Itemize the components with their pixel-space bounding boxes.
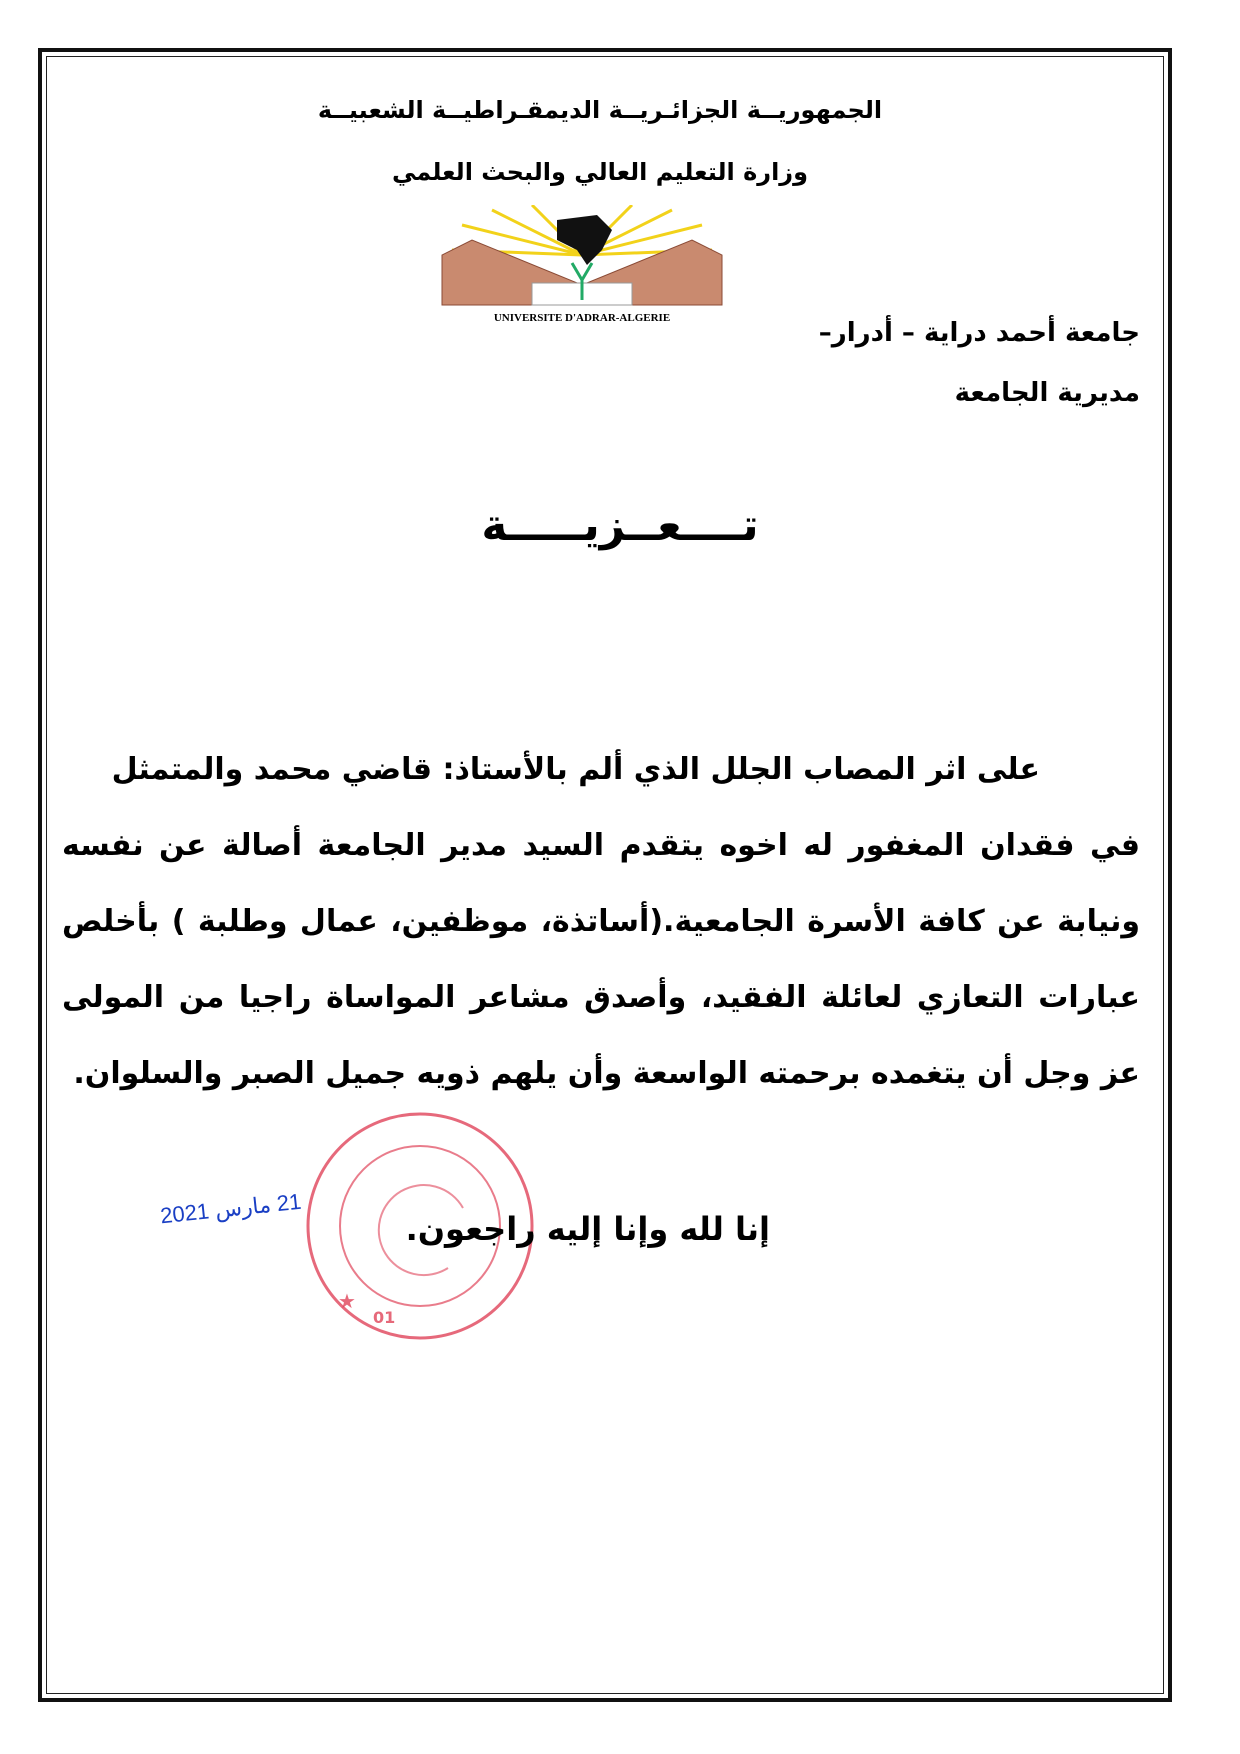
svg-text:01: 01	[373, 1308, 396, 1327]
body-line: عبارات التعازي لعائلة الفقيد، وأصدق مشاعر المواساة راجيا من المولى	[62, 980, 1140, 1015]
body-line: في فقدان المغفور له اخوه يتقدم السيد مدير الجامعة أصالة عن نفسه	[62, 828, 1140, 863]
date-stamp: 21 مارس 2021	[159, 1188, 303, 1229]
svg-text:★: ★	[338, 1289, 356, 1313]
closing-phrase: إنا لله وإنا إليه راجعون.	[405, 1210, 770, 1248]
country-heading: الجمهوريــة الجزائـريــة الديمقـراطيــة الشعبيــة	[317, 96, 883, 124]
ministry-heading: وزارة التعليم العالي والبحث العلمي	[391, 158, 809, 186]
body-line: ونيابة عن كافة الأسرة الجامعية.(أساتذة، موظفين، عمال وطلبة ) بأخلص	[62, 904, 1140, 939]
document-title: تــــعــزيـــــة	[481, 500, 759, 551]
logo-caption: UNIVERSITE D'ADRAR-ALGERIE	[493, 312, 671, 324]
body-line: على اثر المصاب الجلل الذي ألم بالأستاذ: قاضي محمد والمتمثل	[111, 752, 1040, 787]
university-logo	[432, 205, 732, 325]
department-name: مديرية الجامعة	[954, 378, 1140, 408]
university-name: جامعة أحمد دراية – أدرار–	[818, 318, 1140, 348]
body-line: عز وجل أن يتغمده برحمته الواسعة وأن يلهم ذويه جميل الصبر والسلوان.	[73, 1056, 1140, 1091]
